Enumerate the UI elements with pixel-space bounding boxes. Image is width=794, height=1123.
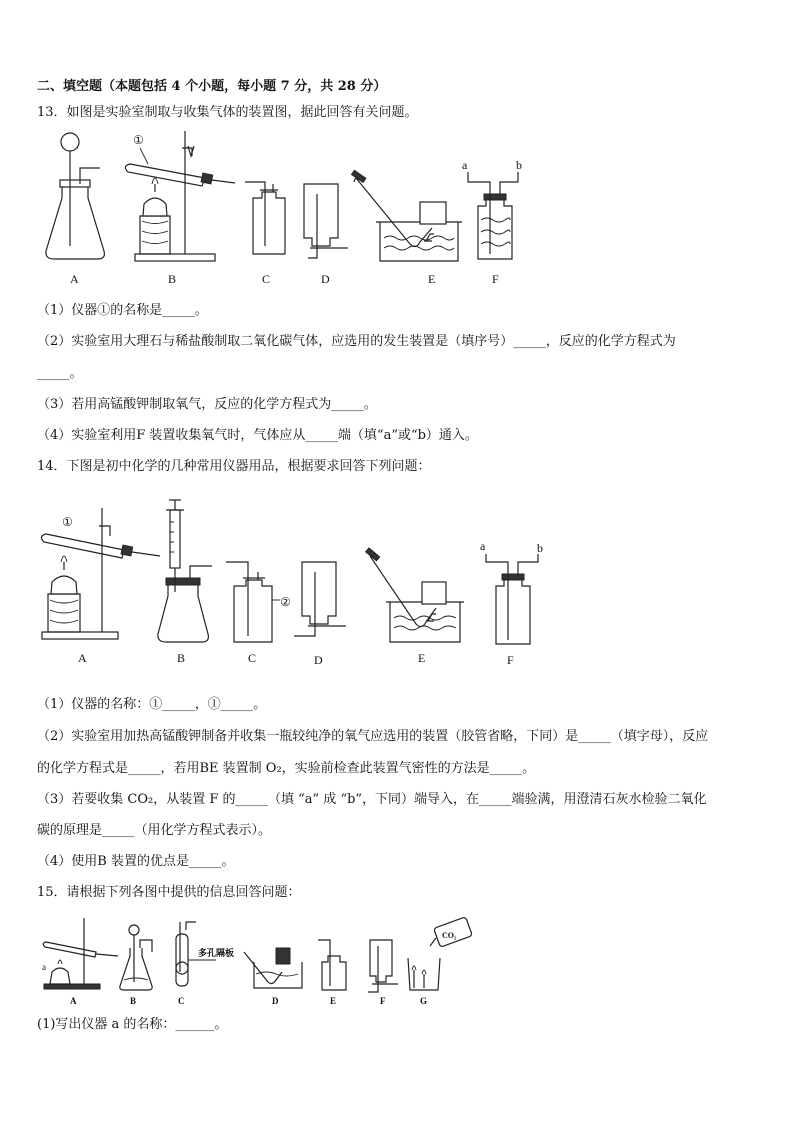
q13-flask-a: [46, 133, 105, 259]
q15-co2-label: CO₂: [442, 931, 457, 940]
q14-label-a: A: [78, 651, 87, 665]
q13-stem: 13．如图是实验室制取与收集气体的装置图，据此回答有关问题。: [37, 105, 418, 120]
q13-part3: （3）若用高锰酸钾制取氧气，反应的化学方程式为_____。: [37, 397, 377, 412]
q13-bottle-f: [462, 158, 522, 259]
q14-marker-2: ②: [280, 595, 291, 609]
q15-label-d: D: [272, 996, 279, 1006]
q15-beaker-g: [408, 917, 472, 990]
q15-label-f: F: [380, 996, 386, 1006]
q15-stem: 15．请根据下列各图中提供的信息回答问题：: [37, 885, 301, 900]
q13-label-e: E: [428, 272, 436, 286]
q15-bottle-f: [368, 940, 398, 992]
q14-bottle-c: [226, 562, 291, 642]
q14-stand-a: [41, 508, 160, 639]
q13-marker-1: ①: [133, 133, 144, 147]
q15-label-b: B: [130, 996, 137, 1006]
q14-apparatus-figure: [40, 496, 560, 671]
q13-trough-e: [352, 170, 462, 261]
q15-trough-d: [244, 948, 302, 988]
q13-stand-b: [125, 131, 235, 261]
q15-part1: (1)写出仪器 a 的名称：______。: [37, 1017, 228, 1032]
q14-part2a: （2）实验室用加热高锰酸钾制备并收集一瓶较纯净的氧气应选用的装置（胶管省略，下同）是_____（填字母），反应: [37, 729, 709, 744]
q14-marker-1: ①: [62, 515, 73, 529]
q14-port-b: b: [537, 541, 543, 555]
q13-label-d: D: [321, 272, 330, 286]
q13-apparatus-figure: [40, 126, 540, 291]
q13-label-a: A: [70, 272, 79, 286]
q15-label-e: E: [330, 996, 337, 1006]
q15-label-c: C: [178, 996, 185, 1006]
q14-part4: （4）使用B 装置的优点是_____。: [37, 854, 235, 869]
q14-label-e: E: [418, 651, 426, 665]
q15-flask-b: [120, 925, 152, 990]
q14-bottle-f: [480, 539, 543, 644]
q15-label-a-marker: a: [42, 962, 46, 972]
q13-port-a: a: [462, 158, 468, 172]
q13-part2b: _____。: [37, 366, 83, 381]
q13-bottle-d: [304, 184, 348, 258]
q14-part2b: 的化学方程式是_____，若用BE 装置制 O₂，实验前检查此装置气密性的方法是_____。: [37, 761, 536, 776]
q13-part4: （4）实验室利用F 装置收集氧气时，气体应从_____端（填“a”或“b）通入。: [37, 428, 478, 443]
q14-stem: 14．下图是初中化学的几种常用仪器用品，根据要求回答下列问题：: [37, 459, 431, 474]
q13-label-f: F: [492, 272, 499, 286]
q13-part2a: （2）实验室用大理石与稀盐酸制取二氧化碳气体，应选用的发生装置是（填序号）_____，反应的化学方程式为: [37, 334, 676, 349]
q14-port-a: a: [480, 539, 486, 553]
q15-tube-c: [176, 922, 234, 986]
q14-label-c: C: [248, 651, 257, 665]
q13-label-b: B: [168, 272, 177, 286]
section-title: 二、填空题（本题包括 4 个小题，每小题 7 分，共 28 分）: [37, 79, 387, 94]
q14-part3a: （3）若要收集 CO₂，从装置 F 的_____（填 “a” 成 “b”，下同）端导入，在_____端验满，用澄清石灰水检验二氧化: [37, 792, 707, 807]
q14-label-d: D: [314, 653, 323, 667]
q14-flask-b: [158, 500, 212, 642]
q15-apparatus-figure: [40, 912, 480, 1012]
q15-label-a: A: [70, 996, 77, 1006]
q15-bottle-e: [318, 940, 346, 990]
q14-label-b: B: [177, 651, 186, 665]
q13-label-c: C: [262, 272, 271, 286]
q15-stand-a: [42, 918, 118, 989]
q13-bottle-c: [245, 182, 285, 254]
q13-port-b: b: [516, 158, 522, 172]
q15-plate-label: 多孔隔板: [198, 948, 235, 958]
q14-part1: （1）仪器的名称：①_____，①_____。: [37, 697, 267, 712]
q14-trough-e: [366, 548, 464, 642]
q15-label-g: G: [420, 996, 428, 1006]
q14-part3b: 碳的原理是_____（用化学方程式表示）。: [37, 823, 272, 838]
q13-part1: （1）仪器①的名称是_____。: [37, 303, 208, 318]
q14-bottle-d: [294, 562, 346, 636]
q14-label-f: F: [507, 653, 514, 667]
